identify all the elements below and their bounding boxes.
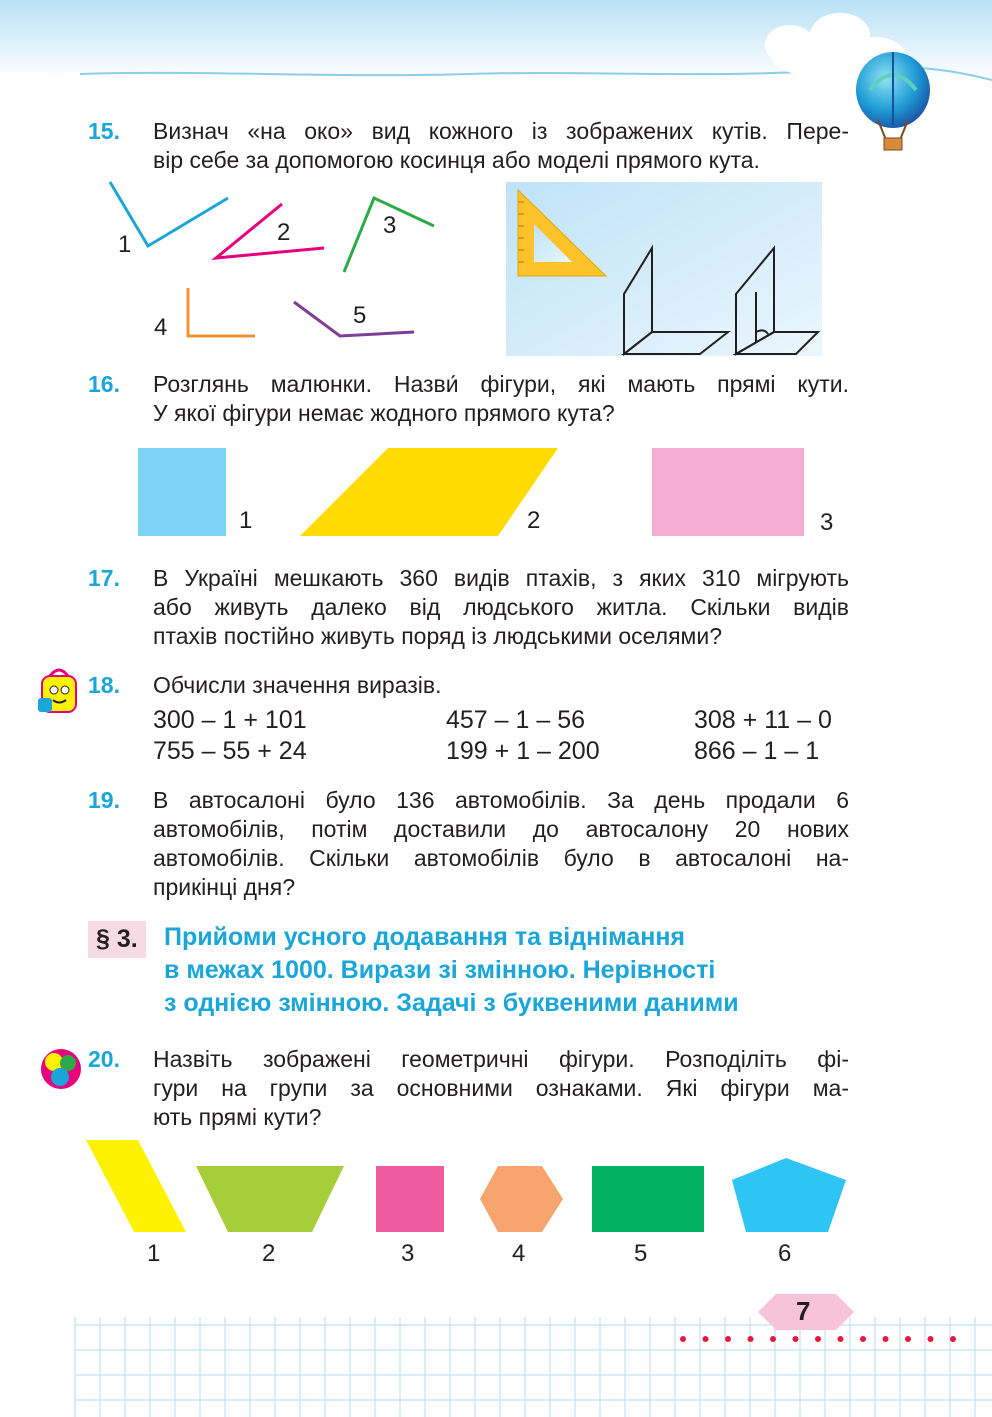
footer-dot [950, 1336, 956, 1342]
rectangle-shape [652, 448, 804, 536]
section-title [164, 921, 739, 1020]
angle-4 [188, 288, 255, 336]
expression: 755 – 55 + 24 [153, 737, 307, 765]
shapes-row-20 [80, 1136, 860, 1236]
shape-label: 3 [820, 509, 834, 536]
square-shape [376, 1166, 444, 1232]
footer-dot [883, 1336, 889, 1342]
angle-label: 1 [118, 231, 132, 258]
exercise-text [153, 786, 849, 902]
footer-dot [928, 1336, 934, 1342]
exercise-text [153, 1045, 849, 1132]
group-work-icon [38, 1046, 84, 1092]
text-line: В Україні мешкають 360 видів птахів, з яких 310 мігрують [153, 565, 849, 591]
angle-label: 5 [353, 302, 367, 329]
exercise-number: 16. [88, 371, 120, 397]
footer-grid [0, 1317, 992, 1417]
parallelogram-shape [300, 448, 558, 536]
footer-dot [838, 1336, 844, 1342]
text-line: Назвіть зображені геометричні фігури. Розподіліть фі- [153, 1046, 849, 1072]
exercise-number: 15. [88, 118, 120, 144]
text-line: прикінці дня? [153, 874, 296, 900]
footer-dot [748, 1336, 754, 1342]
expression: 300 – 1 + 101 [153, 706, 307, 734]
text-line: птахів постійно живуть поряд із людськими оселями? [153, 623, 722, 649]
text-line: ють прямі кути? [153, 1104, 322, 1130]
shapes-row-16 [130, 444, 850, 540]
shape-label: 3 [401, 1240, 415, 1267]
text-line: В автосалоні було 136 автомобілів. За день продали 6 [153, 787, 849, 813]
angle-label: 4 [154, 314, 168, 341]
exercise-number: 18. [88, 672, 120, 698]
text-line: гури на групи за основними ознаками. Які фігури ма- [153, 1075, 849, 1101]
expression: 308 + 11 – 0 [694, 706, 832, 734]
angles-figure [100, 178, 560, 358]
expression: 457 – 1 – 56 [446, 706, 586, 734]
text-line: У якої фігури немає жодного прямого кута? [153, 400, 615, 426]
angle-label: 2 [277, 219, 291, 246]
exercise-number: 19. [88, 787, 120, 813]
footer-dot [815, 1336, 821, 1342]
angle-label: 3 [383, 212, 397, 239]
exercise-number: 17. [88, 565, 120, 591]
exercise-text: Обчисли значення виразів. [153, 672, 442, 698]
shape-label: 2 [527, 507, 541, 534]
text-line: Визнач «на око» вид кожного із зображених кутів. Пере- [153, 118, 849, 144]
section-title-line: Прийоми усного додавання та віднімання [164, 923, 686, 951]
shape-label: 1 [147, 1240, 161, 1267]
rectangle-shape [592, 1166, 704, 1232]
expression: 199 + 1 – 200 [446, 737, 600, 765]
page-number: 7 [796, 1296, 811, 1326]
pentagon-shape [732, 1158, 846, 1232]
hot-air-balloon-icon [856, 52, 930, 150]
trapezoid-shape [196, 1166, 344, 1232]
exercise-text [153, 564, 849, 651]
section-title-line: з однією змінною. Задачі з буквеними даними [164, 989, 739, 1017]
section-badge: § 3. [88, 921, 146, 958]
expression: 866 – 1 – 1 [694, 737, 820, 765]
set-square-and-models-figure [506, 182, 822, 356]
shape-label: 4 [512, 1240, 526, 1267]
angle-2 [216, 204, 324, 258]
text-line: вір себе за допомогою косинця або моделі прямого кута. [153, 147, 760, 173]
exercise-text [153, 117, 849, 175]
shape-label: 2 [262, 1240, 276, 1267]
footer-dot [725, 1336, 731, 1342]
section-title-line: в межах 1000. Вирази зі змінною. Нерівності [164, 956, 716, 984]
footer-dot [703, 1336, 709, 1342]
parallelogram-shape [86, 1140, 186, 1232]
shape-label: 6 [778, 1240, 792, 1267]
footer-dot [770, 1336, 776, 1342]
footer-dot [680, 1336, 686, 1342]
text-line: або живуть далеко від людського житла. Скільки видів [153, 594, 849, 620]
footer-dot [793, 1336, 799, 1342]
shape-label: 5 [634, 1240, 648, 1267]
text-line: автомобілів. Скільки автомобілів було в автосалоні на- [153, 845, 849, 871]
footer-dot [860, 1336, 866, 1342]
text-line: автомобілів, потім доставили до автосалону 20 нових [153, 816, 849, 842]
exercise-text [153, 370, 849, 428]
footer-dot [905, 1336, 911, 1342]
square-shape [138, 448, 226, 536]
hexagon-shape [480, 1166, 563, 1232]
text-line: Розглянь малюнки. Назви́ фігури, які мають прямі кути. [153, 371, 849, 397]
exercise-number: 20. [88, 1046, 120, 1072]
backpack-icon [36, 664, 86, 716]
shape-label: 1 [239, 507, 253, 534]
